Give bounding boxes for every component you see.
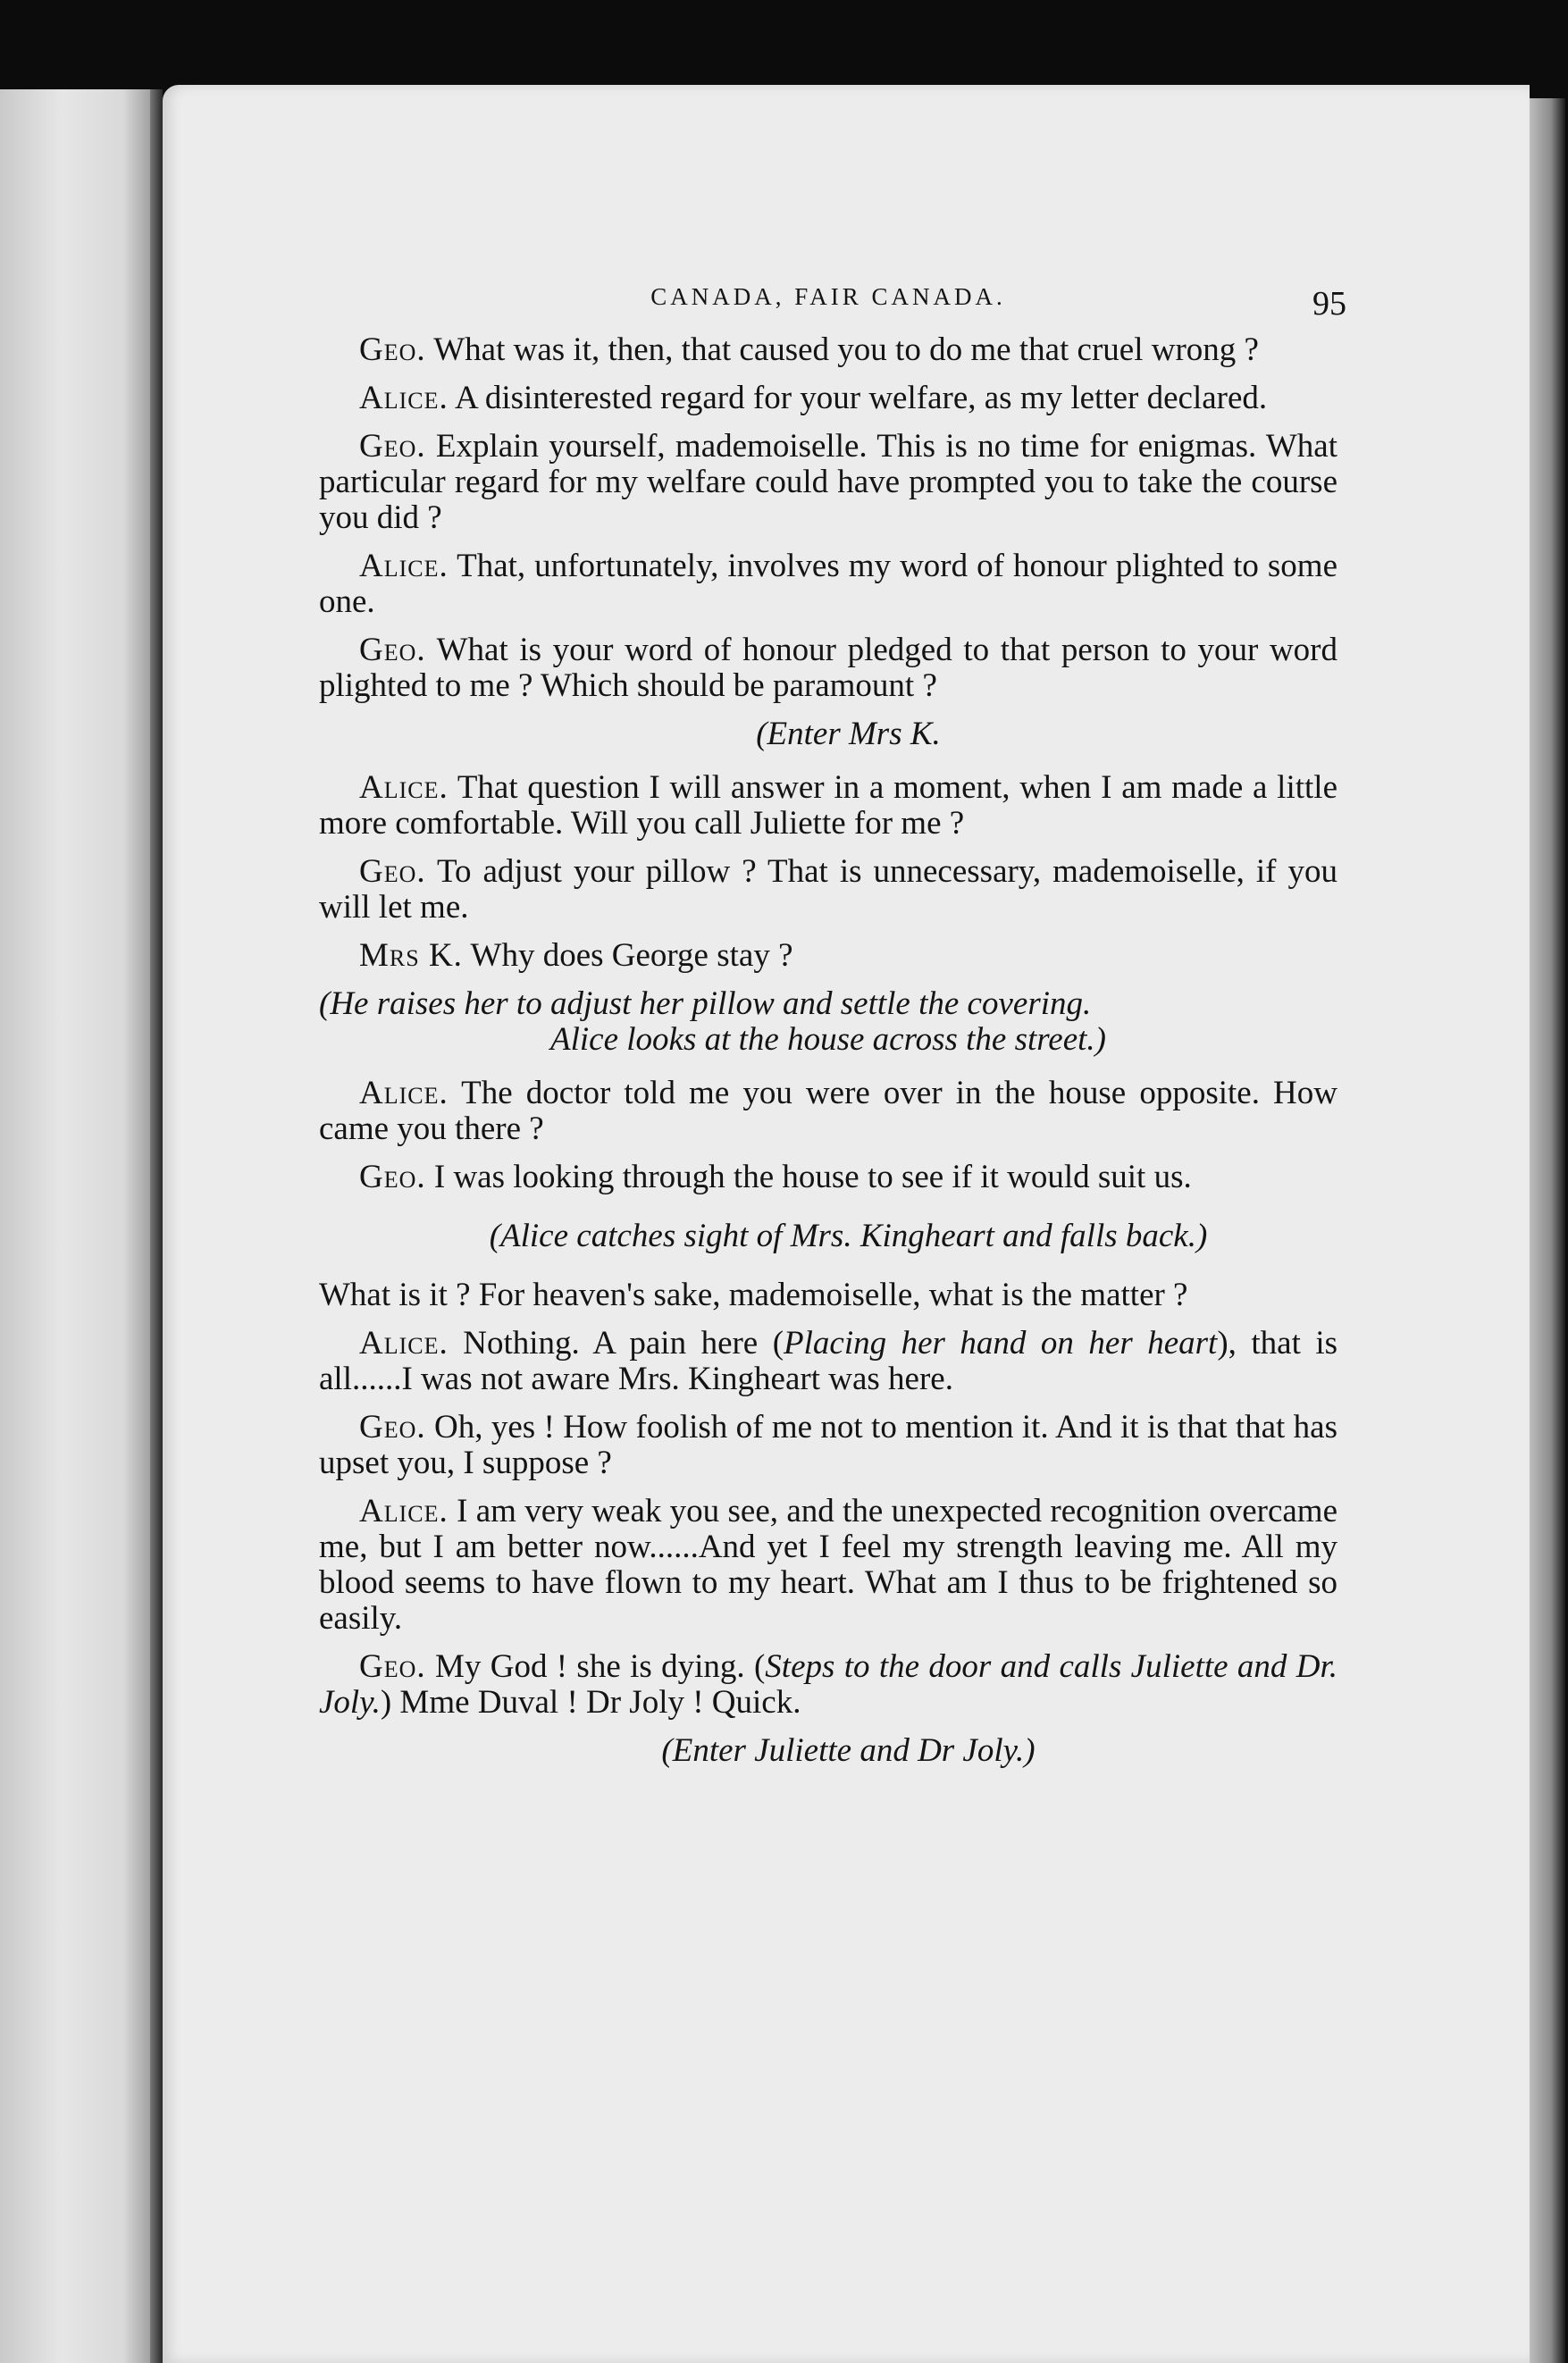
speaker-name: Geo. xyxy=(359,632,426,668)
book-gutter xyxy=(150,89,163,2363)
stage-direction-line: Alice looks at the house across the street.) xyxy=(549,1021,1106,1058)
dialogue-paragraph xyxy=(319,332,1337,368)
dialogue-text: What is it ? For heaven's sake, mademoiselle, what is the matter ? xyxy=(319,1277,1188,1313)
speaker-name: Geo. xyxy=(359,1409,426,1445)
speaker-name: Geo. xyxy=(359,853,426,890)
dialogue-text: ) Mme Duval ! Dr Joly ! Quick. xyxy=(380,1684,801,1721)
speaker-name: Geo. xyxy=(359,1648,426,1685)
dialogue-text: Nothing. A pain here ( xyxy=(463,1325,784,1362)
dialogue-paragraph xyxy=(319,1494,1337,1637)
dialogue-paragraph xyxy=(319,1326,1337,1397)
dialogue-paragraph xyxy=(319,633,1337,704)
running-title: CANADA, FAIR CANADA. xyxy=(650,283,1006,310)
inline-stage-direction: Placing her hand on her heart xyxy=(784,1325,1218,1362)
dialogue-text: Explain yourself, mademoiselle. This is no time for enigmas. What particular regard for my welfare could have prompted you to take the course you did ? xyxy=(319,428,1337,536)
stage-direction xyxy=(319,986,1337,1058)
dialogue-paragraph xyxy=(319,429,1337,536)
dialogue-text: My God ! she is dying. ( xyxy=(434,1648,766,1685)
speaker-name: Geo. xyxy=(359,428,426,465)
dialogue-text: What was it, then, that caused you to do me that cruel wrong ? xyxy=(433,331,1259,368)
running-head xyxy=(319,279,1346,332)
dialogue-paragraph xyxy=(319,1278,1337,1313)
inline-stage-direction: Steps to the door and calls Juliette and Dr. Joly. xyxy=(319,1648,1337,1721)
dialogue-paragraph xyxy=(319,1410,1337,1481)
dialogue-text: That, unfortunately, involves my word of honour plighted to some one. xyxy=(319,548,1337,620)
dialogue-paragraph xyxy=(319,770,1337,842)
speaker-name: Alice. xyxy=(359,548,449,584)
dialogue-text: What is your word of honour pledged to that person to your word plighted to me ? Which should be paramount ? xyxy=(319,632,1337,704)
dialogue-text: The doctor told me you were over in the house opposite. How came you there ? xyxy=(319,1075,1337,1147)
dialogue-paragraph xyxy=(319,1160,1337,1195)
stage-direction: (Enter Mrs K. xyxy=(756,716,941,752)
speaker-name: Alice. xyxy=(359,769,449,806)
dialogue-text: I was looking through the house to see if it would suit us. xyxy=(433,1159,1192,1195)
dialogue-paragraph xyxy=(319,549,1337,620)
dialogue-text: ), that is all......I was not aware Mrs. Kingheart was here. xyxy=(319,1325,1338,1397)
speaker-name: Mrs K. xyxy=(359,937,463,974)
dialogue-text: That question I will answer in a moment, when I am made a little more comfortable. Will you call Juliette for me ? xyxy=(319,769,1337,842)
dialogue-text: To adjust your pillow ? That is unnecessary, mademoiselle, if you will let me. xyxy=(319,853,1337,926)
dialogue-paragraph xyxy=(319,1076,1337,1147)
page-number: 95 xyxy=(1312,285,1346,323)
dialogue-text: I am very weak you see, and the unexpected recognition overcame me, but I am better now......And yet I feel my strength leaving me. All my blood seems to have flown to my heart. What am I thus to be frightened so easily. xyxy=(319,1493,1338,1637)
dialogue-paragraph xyxy=(319,381,1337,416)
speaker-name: Alice. xyxy=(359,1325,449,1362)
dialogue-paragraph xyxy=(319,854,1337,926)
dialogue-text: Why does George stay ? xyxy=(470,937,793,974)
stage-direction: (Enter Juliette and Dr Joly.) xyxy=(661,1732,1036,1769)
speaker-name: Alice. xyxy=(359,1075,449,1111)
speaker-name: Geo. xyxy=(359,1159,426,1195)
page-text xyxy=(319,279,1346,1787)
facing-page-edge xyxy=(0,89,154,2363)
dialogue-paragraph xyxy=(319,938,1337,974)
dialogue-text: A disinterested regard for your welfare, as my letter declared. xyxy=(454,380,1268,416)
page-stack-edge xyxy=(1530,98,1565,2363)
speaker-name: Geo. xyxy=(359,331,426,368)
stage-direction: (Alice catches sight of Mrs. Kingheart and falls back.) xyxy=(489,1218,1208,1254)
speaker-name: Alice. xyxy=(359,1493,449,1529)
dialogue-paragraph xyxy=(319,1649,1337,1721)
stage-direction-line: (He raises her to adjust her pillow and settle the covering. xyxy=(319,985,1092,1022)
dialogue-text: Oh, yes ! How foolish of me not to mention it. And it is that that has upset you, I suppose ? xyxy=(319,1409,1337,1481)
book-page xyxy=(163,85,1530,2363)
speaker-name: Alice. xyxy=(359,380,449,416)
